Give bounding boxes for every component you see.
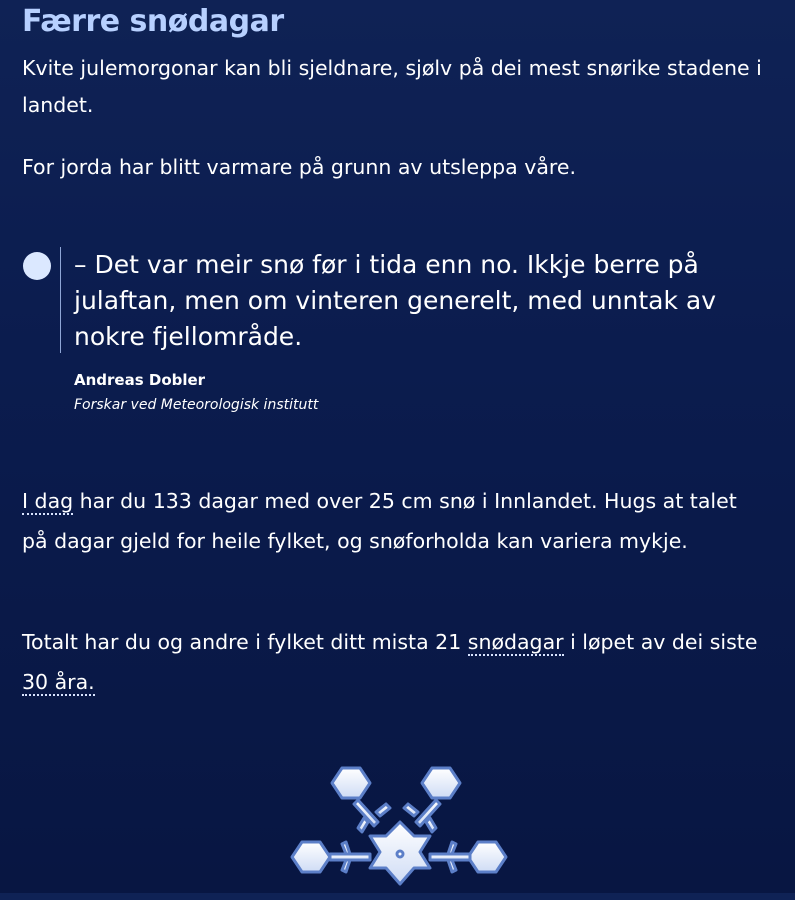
quote-author-role: Forskar ved Meteorologisk institutt (74, 397, 319, 413)
stats-days-text: har du 133 dagar med over 25 cm snø i Innlandet. Hugs at talet på dagar gjeld for heile fylket, og snøforholda kan variera mykje. (22, 489, 737, 553)
stats-lost-text: Totalt har du og andre i fylket ditt mista 21 (22, 630, 468, 654)
intro-lead: Kvite julemorgonar kan bli sjeldnare, sjølv på dei mest snørike stadene i landet. (22, 56, 762, 117)
page-title: Færre snødagar (22, 4, 284, 39)
quote-divider (60, 247, 61, 353)
quote-dot-icon (23, 252, 51, 280)
term-snodagar[interactable]: snødagar (467, 630, 564, 654)
term-30-ara[interactable]: 30 åra. (22, 670, 95, 694)
snowflake-icon (280, 760, 520, 900)
quote-author: Andreas Dobler (74, 371, 206, 389)
intro-cause: For jorda har blitt varmare på grunn av utsleppa våre. (22, 155, 577, 179)
stats-lost-middle: i løpet av dei siste (563, 630, 758, 654)
quote-text: – Det var meir snø før i tida enn no. Ikkje berre på julaftan, men om vinteren generelt, med unntak av nokre fjellområde. (74, 250, 717, 351)
term-i-dag[interactable]: I dag (22, 489, 74, 513)
stats-paragraph-days (22, 481, 762, 561)
stats-paragraph-lost (22, 622, 762, 702)
